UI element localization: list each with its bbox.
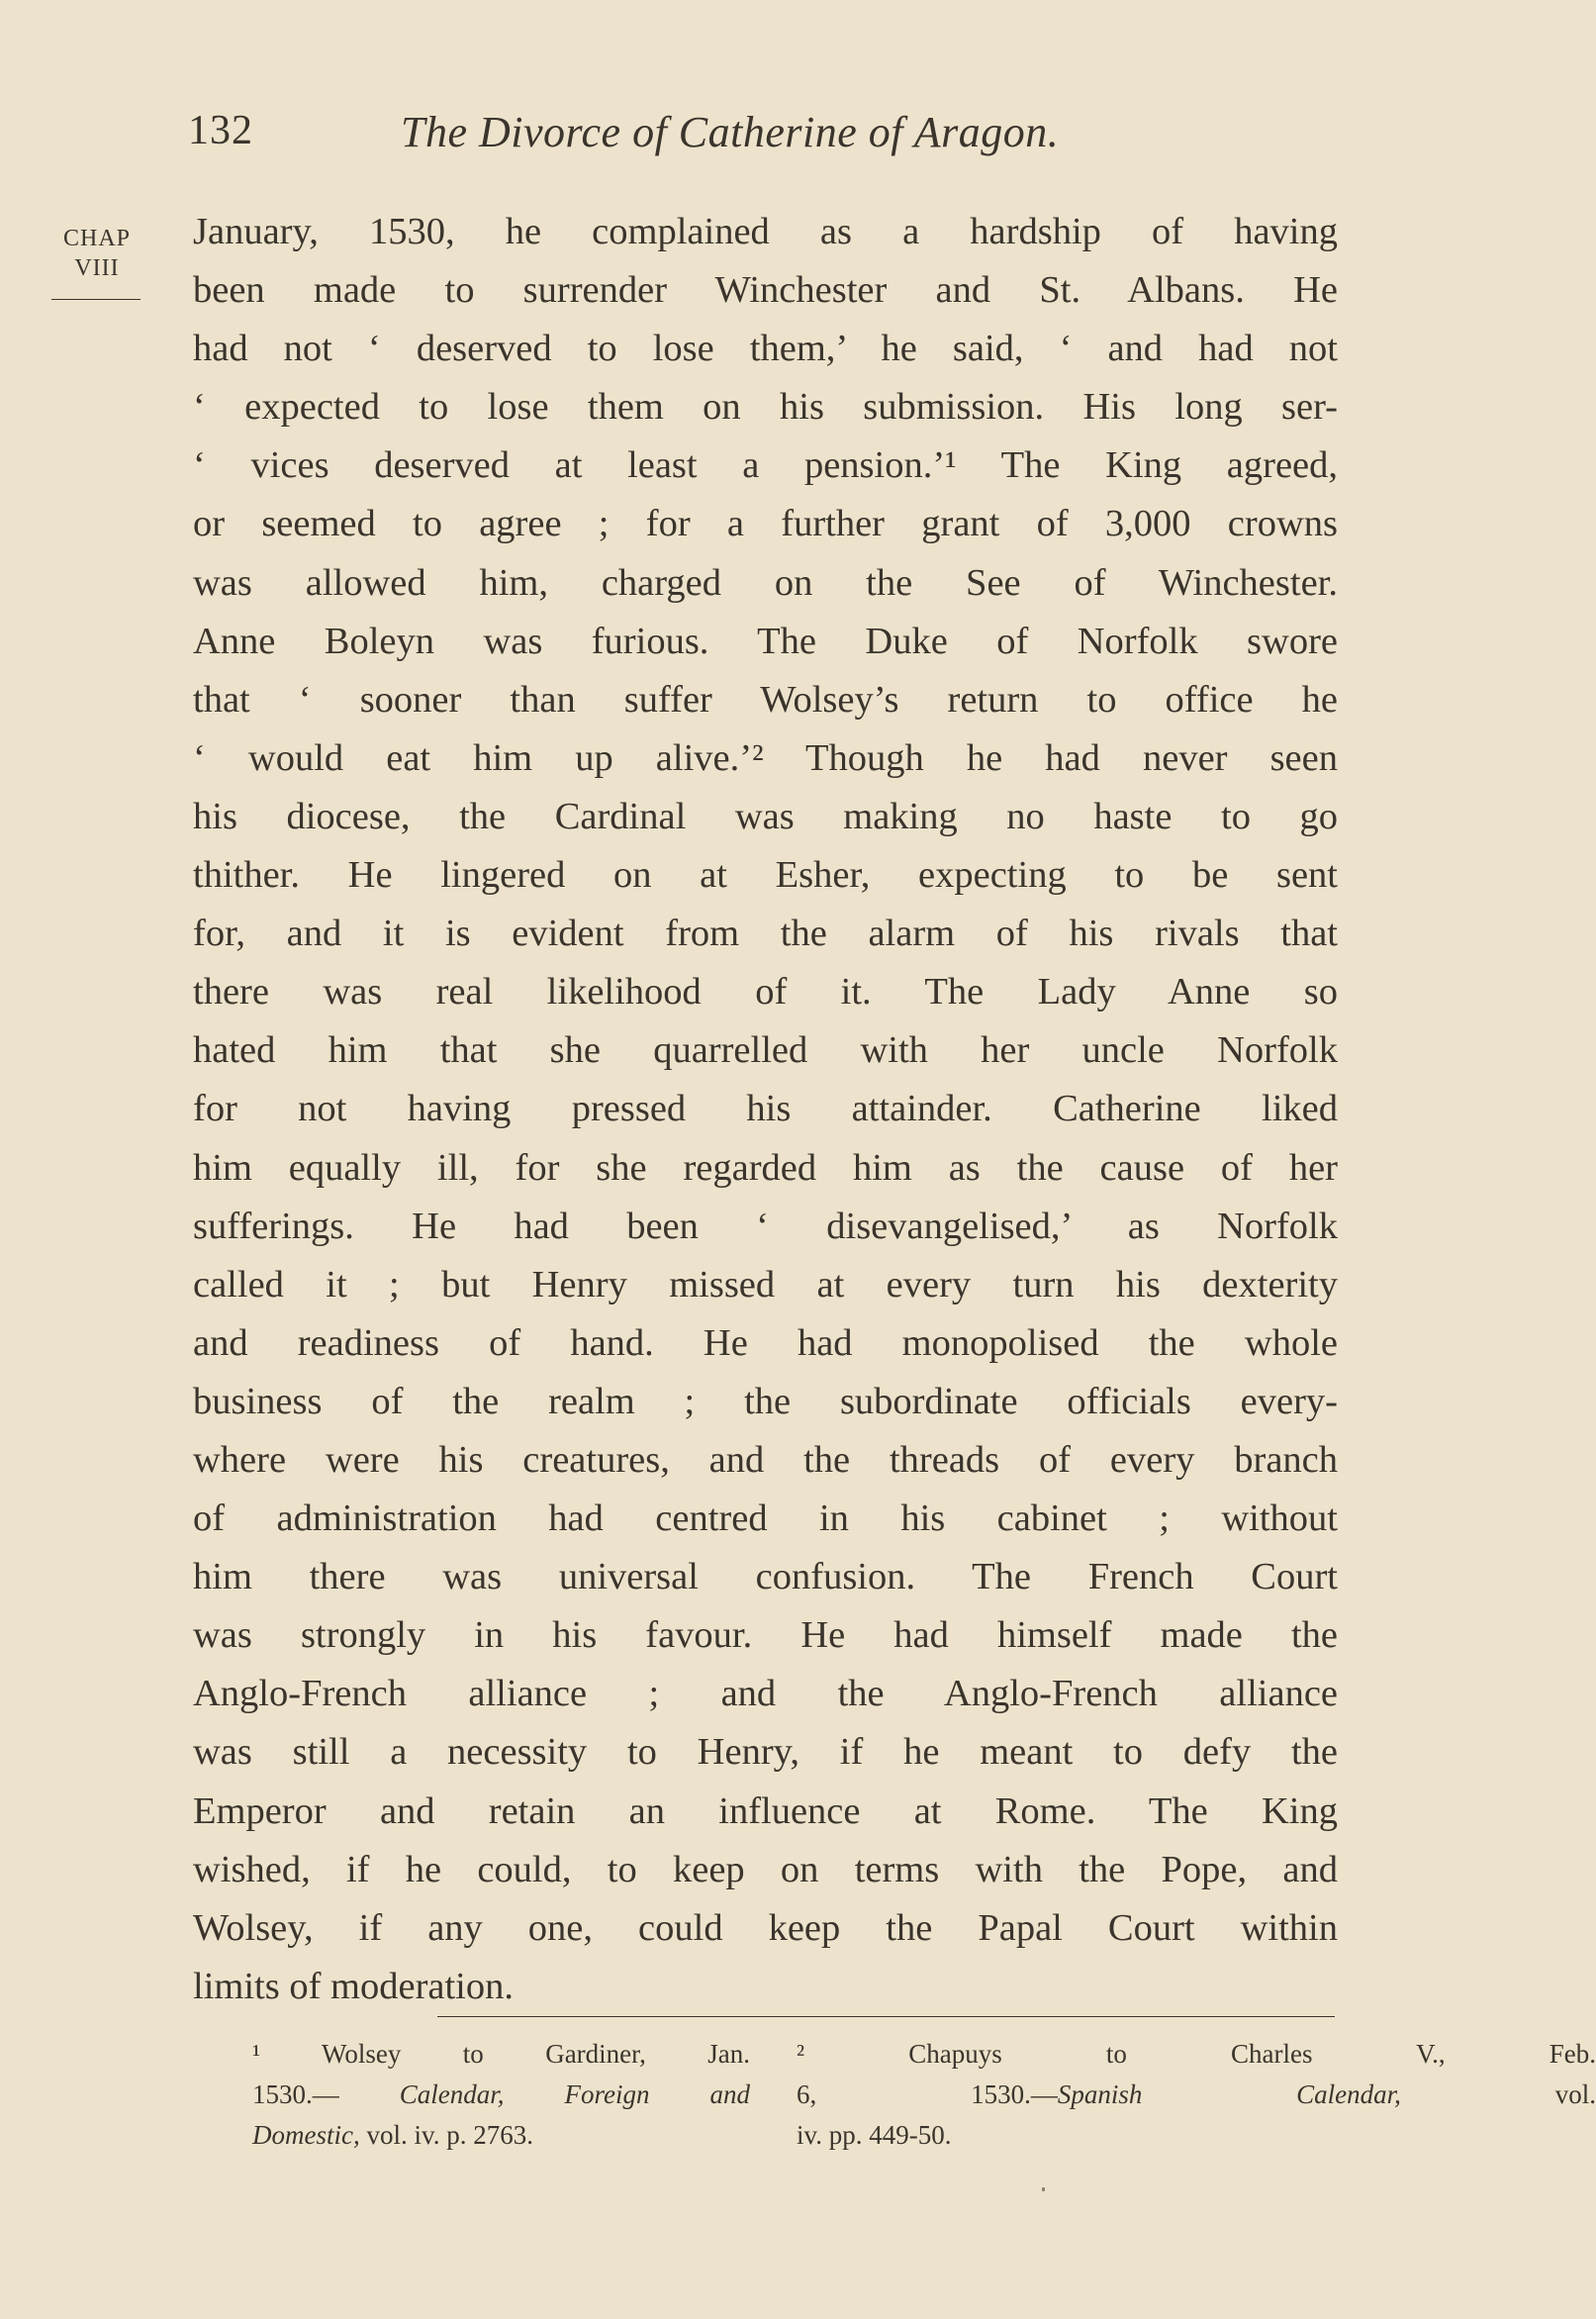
footnote-1-reference: vol. iv. p. 2763.	[359, 2120, 533, 2150]
body-line: been made to surrender Winchester and St. Albans. He	[193, 269, 1338, 312]
footnote-1-source-title-cont: Domestic,	[252, 2120, 360, 2150]
running-title: The Divorce of Catherine of Aragon.	[401, 108, 1060, 156]
body-line: Emperor and retain an influence at Rome. The King	[193, 1789, 1338, 1832]
body-line: wished, if he could, to keep on terms with the Pope, and	[193, 1848, 1338, 1890]
body-line: that ‘ sooner than suffer Wolsey’s return to office he	[193, 678, 1338, 721]
body-line: ‘ expected to lose them on his submission. His long ser-	[193, 386, 1338, 429]
footnote-2-line: iv. pp. 449-50.	[797, 2120, 952, 2150]
body-line: or seemed to agree ; for a further grant of 3,000 crowns	[193, 503, 1338, 545]
body-line: limits of moderation.	[193, 1965, 514, 2007]
footnote-1-line	[252, 2075, 750, 2115]
body-line: ‘ would eat him up alive.’² Though he had never seen	[193, 736, 1338, 779]
footnote-2-line	[797, 2075, 1596, 2115]
chapter-number: VIII	[74, 255, 120, 281]
footnote-1-line: ¹ Wolsey to Gardiner, Jan.	[252, 2039, 750, 2069]
chapter-label: CHAP	[62, 226, 132, 251]
body-line: Anne Boleyn was furious. The Duke of Norfolk swore	[193, 620, 1338, 662]
body-line: was strongly in his favour. He had himself made the	[193, 1614, 1338, 1657]
body-line: hated him that she quarrelled with her uncle Norfolk	[193, 1029, 1338, 1072]
body-line: for, and it is evident from the alarm of his rivals that	[193, 913, 1338, 955]
body-line: sufferings. He had been ‘ disevangelised,’ as Norfolk	[193, 1205, 1338, 1247]
footnote-2-source-title: Spanish Calendar,	[1057, 2079, 1401, 2109]
body-line: and readiness of hand. He had monopolised the whole	[193, 1321, 1338, 1364]
footnote-rule	[437, 2016, 1335, 2017]
body-line: Anglo-French alliance ; and the Anglo-French alliance	[193, 1673, 1338, 1715]
footnote-1-source-title: Calendar, Foreign and	[399, 2079, 750, 2109]
page-number: 132	[188, 108, 253, 153]
body-line: of administration had centred in his cabinet ; without	[193, 1498, 1338, 1540]
print-speck	[1042, 2187, 1045, 2191]
running-header	[188, 107, 1375, 166]
body-line: thither. He lingered on at Esher, expecting to be sent	[193, 854, 1338, 897]
body-line: Wolsey, if any one, could keep the Papal Court within	[193, 1906, 1338, 1949]
body-text	[193, 203, 1338, 2016]
footnote-1-line	[252, 2115, 750, 2156]
footnotes	[252, 2034, 1596, 2163]
body-line: him there was universal confusion. The French Court	[193, 1556, 1338, 1598]
body-line: ‘ vices deserved at least a pension.’¹ The King agreed,	[193, 444, 1338, 487]
body-line: where were his creatures, and the threads of every branch	[193, 1438, 1338, 1481]
body-line: called it ; but Henry missed at every turn his dexterity	[193, 1263, 1338, 1305]
chapter-rule	[51, 299, 141, 300]
chapter-marginal-note	[51, 224, 142, 300]
footnote-2-volume: vol.	[1400, 2079, 1596, 2109]
body-line: business of the realm ; the subordinate officials every-	[193, 1380, 1338, 1422]
footnote-1	[252, 2034, 750, 2156]
body-line: January, 1530, he complained as a hardship of having	[193, 211, 1338, 252]
body-line: was allowed him, charged on the See of Winchester.	[193, 561, 1338, 604]
body-line: for not having pressed his attainder. Catherine liked	[193, 1088, 1338, 1130]
footnote-1-date: 1530.—	[252, 2079, 400, 2109]
body-line: him equally ill, for she regarded him as the cause of her	[193, 1146, 1338, 1189]
body-line: was still a necessity to Henry, if he meant to defy the	[193, 1731, 1338, 1774]
footnote-2-date: 6, 1530.—	[797, 2079, 1058, 2109]
footnote-2	[797, 2034, 1596, 2156]
body-line: there was real likelihood of it. The Lady Anne so	[193, 971, 1338, 1014]
footnote-2-line: ² Chapuys to Charles V., Feb.	[797, 2039, 1596, 2069]
body-line: his diocese, the Cardinal was making no haste to go	[193, 795, 1338, 837]
body-line: had not ‘ deserved to lose them,’ he said, ‘ and had not	[193, 328, 1338, 370]
